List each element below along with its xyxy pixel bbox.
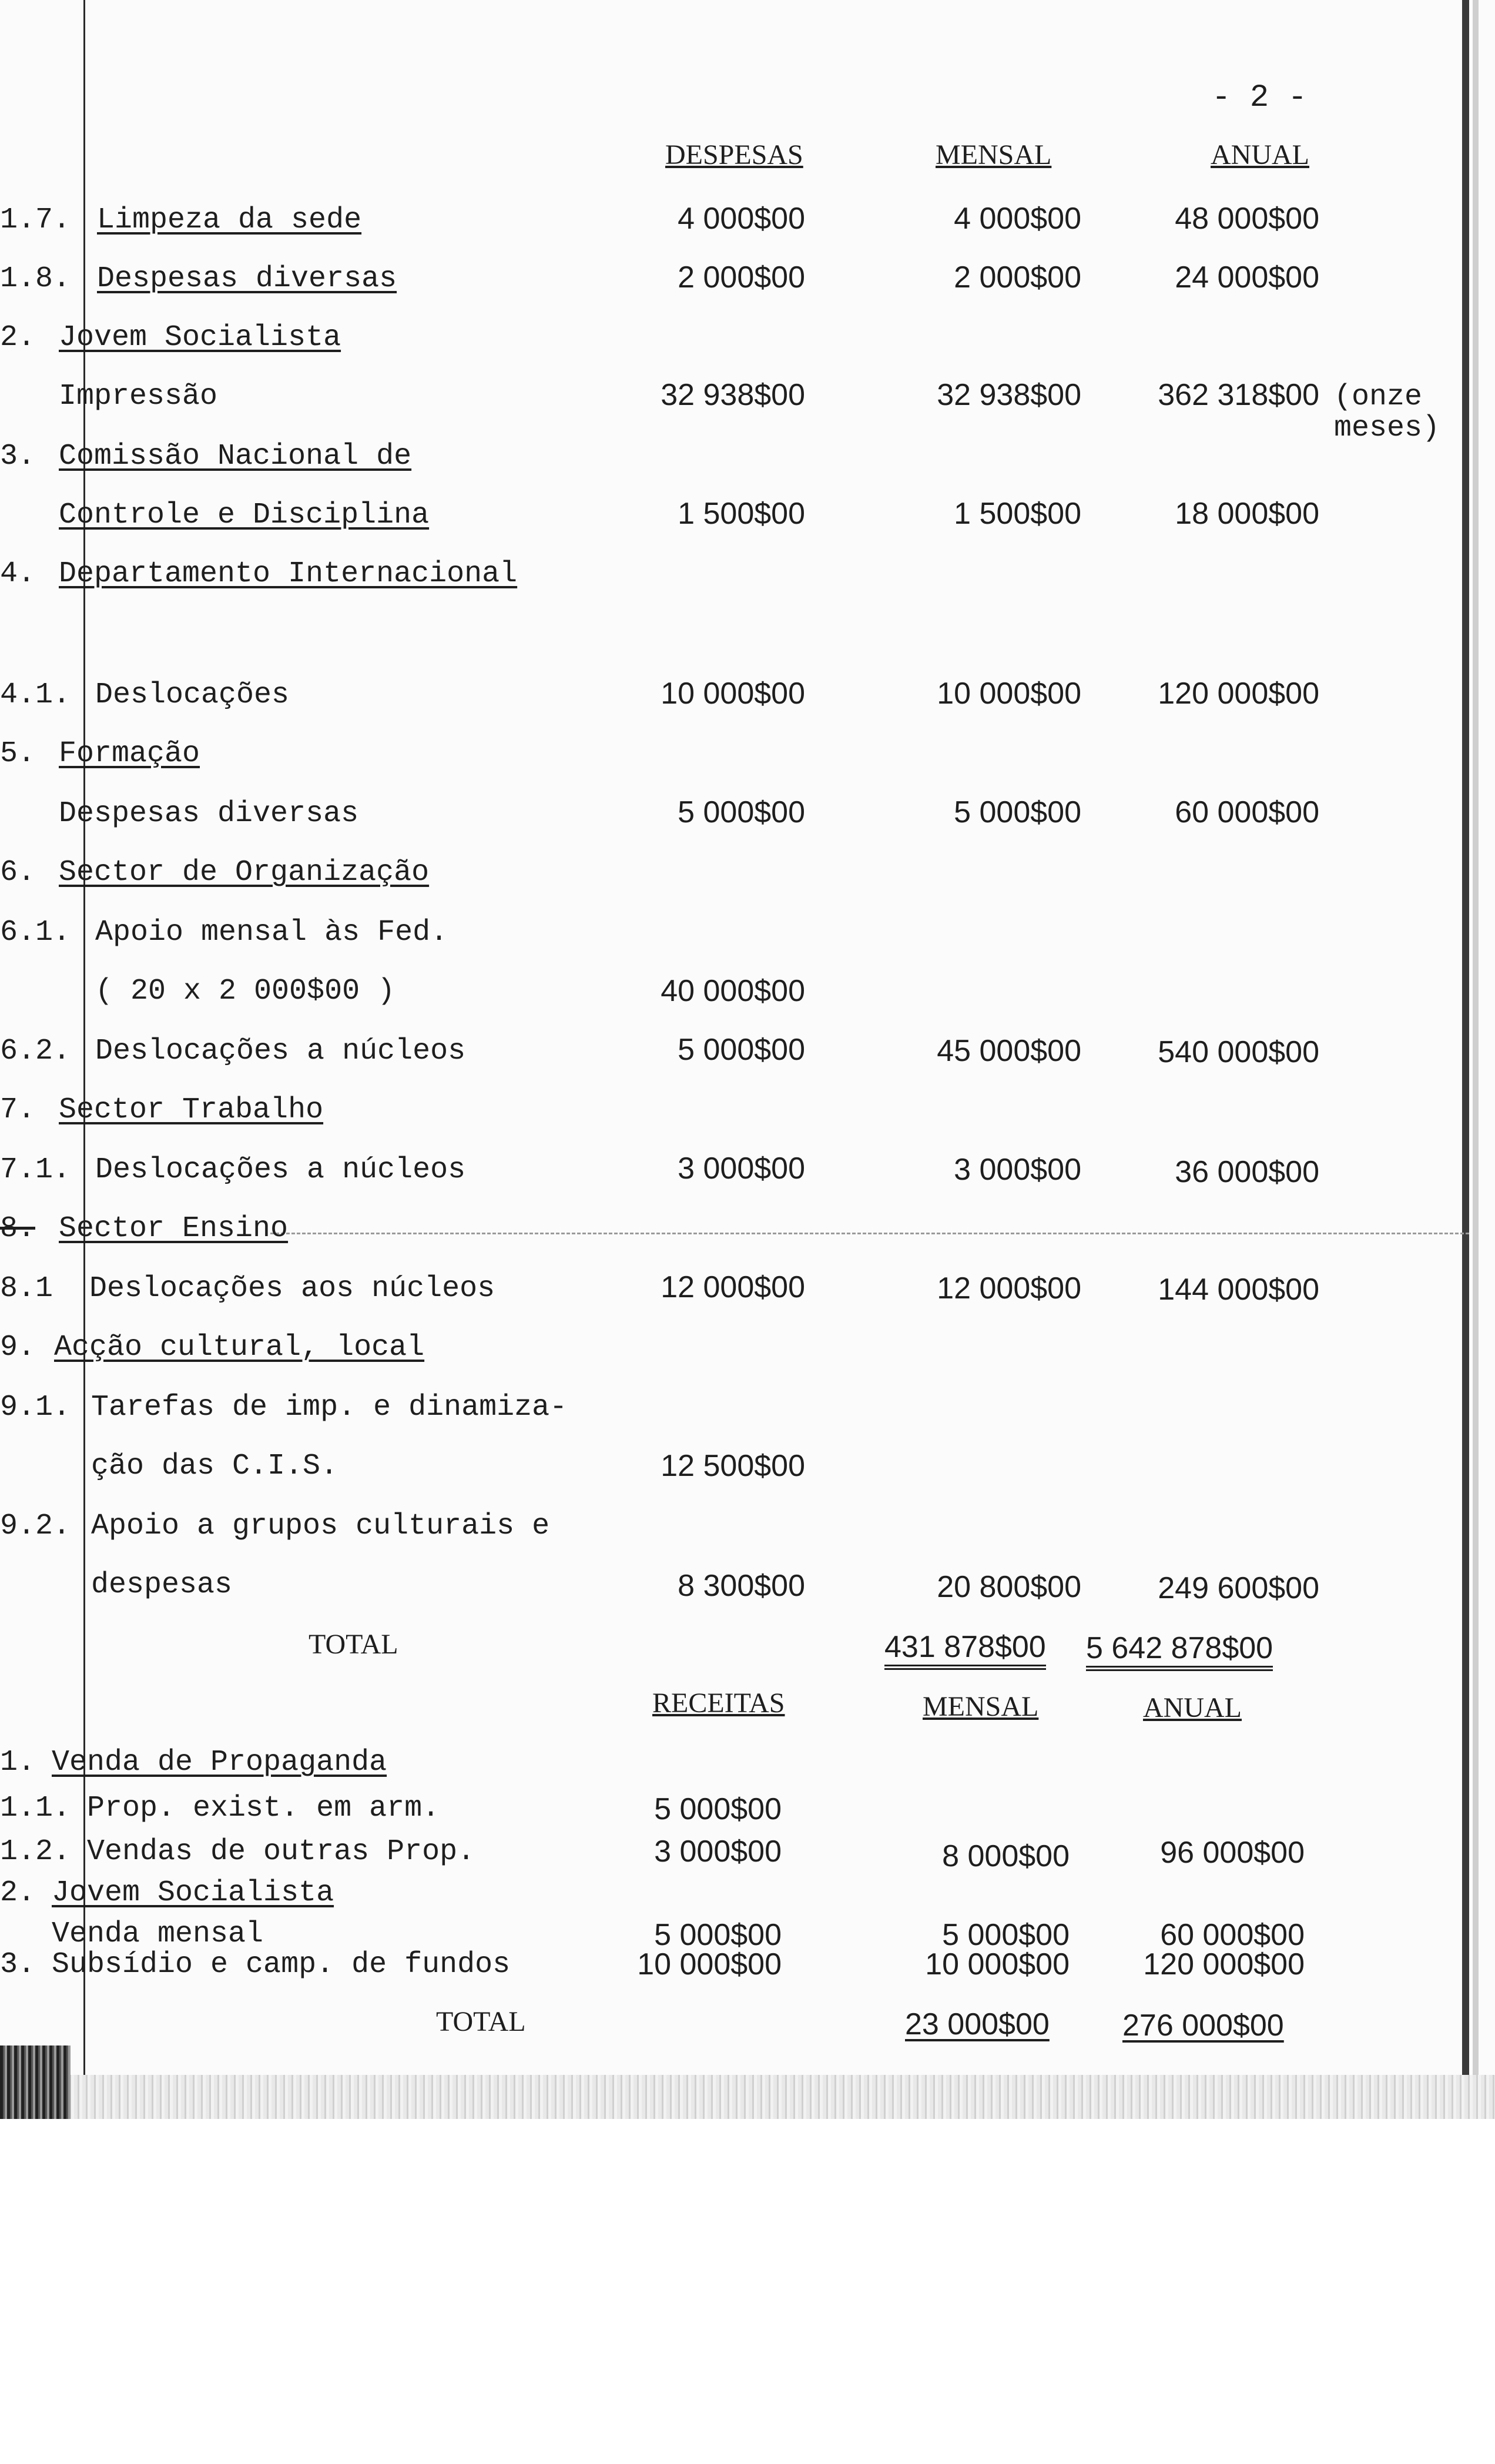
- section-label: Sector de Organização: [59, 856, 430, 889]
- item-number: 8.1: [0, 1272, 53, 1305]
- item-number: 2.: [0, 321, 36, 354]
- value-despesas: 5 000$00: [678, 1033, 805, 1067]
- total-anual-2: 276 000$00: [1122, 2008, 1284, 2043]
- value-mensal: 45 000$00: [937, 1034, 1081, 1068]
- item-label: Deslocações aos núcleos: [89, 1272, 495, 1305]
- item-label: Apoio mensal às Fed.: [95, 916, 448, 949]
- left-margin-rule: [83, 0, 85, 2119]
- header-mensal-2: MENSAL: [923, 1691, 1039, 1722]
- section-label: Sector Ensino: [59, 1212, 289, 1246]
- value-mensal: 12 000$00: [937, 1271, 1081, 1305]
- item-label: Impressão: [59, 380, 218, 413]
- value-mensal: 2 000$00: [954, 260, 1081, 294]
- item-label: ção das C.I.S.: [91, 1449, 338, 1483]
- value-mensal: 10 000$00: [937, 677, 1081, 711]
- section-label: Jovem Socialista: [52, 1876, 334, 1910]
- header-receitas: RECEITAS: [652, 1688, 785, 1719]
- value-anual: 60 000$00: [1175, 795, 1319, 829]
- item-number: 6.1.: [0, 916, 71, 949]
- value-mensal: 32 938$00: [937, 378, 1081, 412]
- item-number: 3.: [0, 440, 36, 473]
- value-anual: 60 000$00: [1160, 1918, 1305, 1952]
- total-label-2: TOTAL: [436, 2006, 526, 2037]
- value-despesas: 3 000$00: [678, 1151, 805, 1186]
- scan-bottom-noise: [0, 2075, 1495, 2119]
- item-label: Deslocações: [95, 678, 290, 712]
- total-mensal: 431 878$00: [884, 1632, 1046, 1670]
- right-page-shadow: [1473, 0, 1479, 2119]
- value-mensal: 5 000$00: [942, 1918, 1070, 1952]
- item-number: 9.1.: [0, 1391, 71, 1424]
- item-label: Prop. exist. em arm.: [87, 1792, 440, 1825]
- value-anual: 249 600$00: [1158, 1571, 1319, 1605]
- value-receitas: 5 000$00: [654, 1792, 782, 1826]
- item-number: 1.: [0, 1746, 36, 1779]
- section-label: Acção cultural, local: [54, 1331, 425, 1364]
- item-label: Despesas diversas: [97, 262, 397, 296]
- item-number: 1.8.: [0, 262, 71, 296]
- section-label: Comissão Nacional de: [59, 440, 412, 473]
- item-label: Vendas de outras Prop.: [87, 1835, 475, 1869]
- item-number: 1.1.: [0, 1792, 71, 1825]
- annotation-note: (onze meses): [1334, 380, 1440, 445]
- item-label: Despesas diversas: [59, 797, 359, 831]
- value-receitas: 10 000$00: [637, 1947, 782, 1981]
- item-number: 7.1.: [0, 1153, 71, 1187]
- value-mensal: 8 000$00: [942, 1839, 1070, 1873]
- item-label: Deslocações a núcleos: [95, 1035, 466, 1068]
- header-mensal: MENSAL: [936, 139, 1052, 170]
- value-anual: 18 000$00: [1175, 497, 1319, 531]
- right-page-edge: [1462, 0, 1469, 2119]
- item-number: 6.: [0, 856, 36, 889]
- item-number: 2.: [0, 1876, 36, 1910]
- section-label: Formação: [59, 737, 200, 771]
- value-despesas: 12 500$00: [661, 1449, 805, 1483]
- item-number: 9.2.: [0, 1509, 71, 1543]
- section-label: Jovem Socialista: [59, 321, 341, 354]
- value-anual: 36 000$00: [1175, 1155, 1319, 1189]
- value-anual: 120 000$00: [1158, 677, 1319, 711]
- value-mensal: 20 800$00: [937, 1570, 1081, 1604]
- total-mensal-2: 23 000$00: [905, 2007, 1050, 2041]
- value-despesas: 1 500$00: [678, 497, 805, 531]
- item-label: Apoio a grupos culturais e: [91, 1509, 550, 1543]
- item-label: despesas: [91, 1568, 233, 1602]
- item-label: Limpeza da sede: [97, 203, 362, 237]
- item-number: 9.: [0, 1331, 36, 1364]
- item-number: 3.: [0, 1948, 36, 1981]
- item-number: 6.2.: [0, 1035, 71, 1068]
- value-mensal: 1 500$00: [954, 497, 1081, 531]
- item-label: Venda mensal: [52, 1917, 264, 1951]
- item-number: 4.1.: [0, 678, 71, 712]
- value-anual: 96 000$00: [1160, 1836, 1305, 1870]
- total-label: TOTAL: [309, 1629, 398, 1660]
- item-label: Subsídio e camp. de fundos: [52, 1948, 511, 1981]
- total-anual: 5 642 878$00: [1086, 1633, 1273, 1671]
- value-despesas: 10 000$00: [661, 677, 805, 711]
- value-despesas: 8 300$00: [678, 1569, 805, 1603]
- value-mensal: 5 000$00: [954, 795, 1081, 829]
- item-number: 1.7.: [0, 203, 71, 237]
- value-despesas: 5 000$00: [678, 795, 805, 829]
- section-label: Departamento Internacional: [59, 557, 518, 591]
- value-despesas: 32 938$00: [661, 378, 805, 412]
- value-mensal: 3 000$00: [954, 1153, 1081, 1187]
- value-receitas: 3 000$00: [654, 1834, 782, 1869]
- fold-line: [270, 1233, 1469, 1234]
- item-number: 8.: [0, 1212, 36, 1246]
- value-anual: 144 000$00: [1158, 1273, 1319, 1307]
- value-anual: 362 318$00: [1158, 378, 1319, 412]
- value-anual: 48 000$00: [1175, 202, 1319, 236]
- item-number: 5.: [0, 737, 36, 771]
- value-anual: 24 000$00: [1175, 260, 1319, 294]
- value-anual: 120 000$00: [1143, 1947, 1305, 1981]
- scan-corner-blot: [0, 2045, 71, 2119]
- header-despesas: DESPESAS: [665, 139, 803, 170]
- value-despesas: 4 000$00: [678, 202, 805, 236]
- item-number: 4.: [0, 557, 36, 591]
- item-label: Tarefas de imp. e dinamiza-: [91, 1391, 568, 1424]
- value-receitas: 5 000$00: [654, 1918, 782, 1952]
- value-despesas: 40 000$00: [661, 974, 805, 1008]
- header-anual: ANUAL: [1211, 139, 1309, 170]
- item-number: 1.2.: [0, 1835, 71, 1869]
- section-label: Sector Trabalho: [59, 1093, 324, 1127]
- header-anual-2: ANUAL: [1143, 1692, 1242, 1723]
- value-despesas: 12 000$00: [661, 1270, 805, 1304]
- value-mensal: 4 000$00: [954, 202, 1081, 236]
- value-despesas: 2 000$00: [678, 260, 805, 294]
- item-label: Controle e Disciplina: [59, 498, 430, 532]
- item-number: 7.: [0, 1093, 36, 1127]
- section-label: Venda de Propaganda: [52, 1746, 387, 1779]
- item-label: Deslocações a núcleos: [95, 1153, 466, 1187]
- value-anual: 540 000$00: [1158, 1035, 1319, 1069]
- value-mensal: 10 000$00: [925, 1947, 1070, 1981]
- item-label: ( 20 x 2 000$00 ): [95, 975, 395, 1008]
- page-number: - 2 -: [1212, 80, 1308, 116]
